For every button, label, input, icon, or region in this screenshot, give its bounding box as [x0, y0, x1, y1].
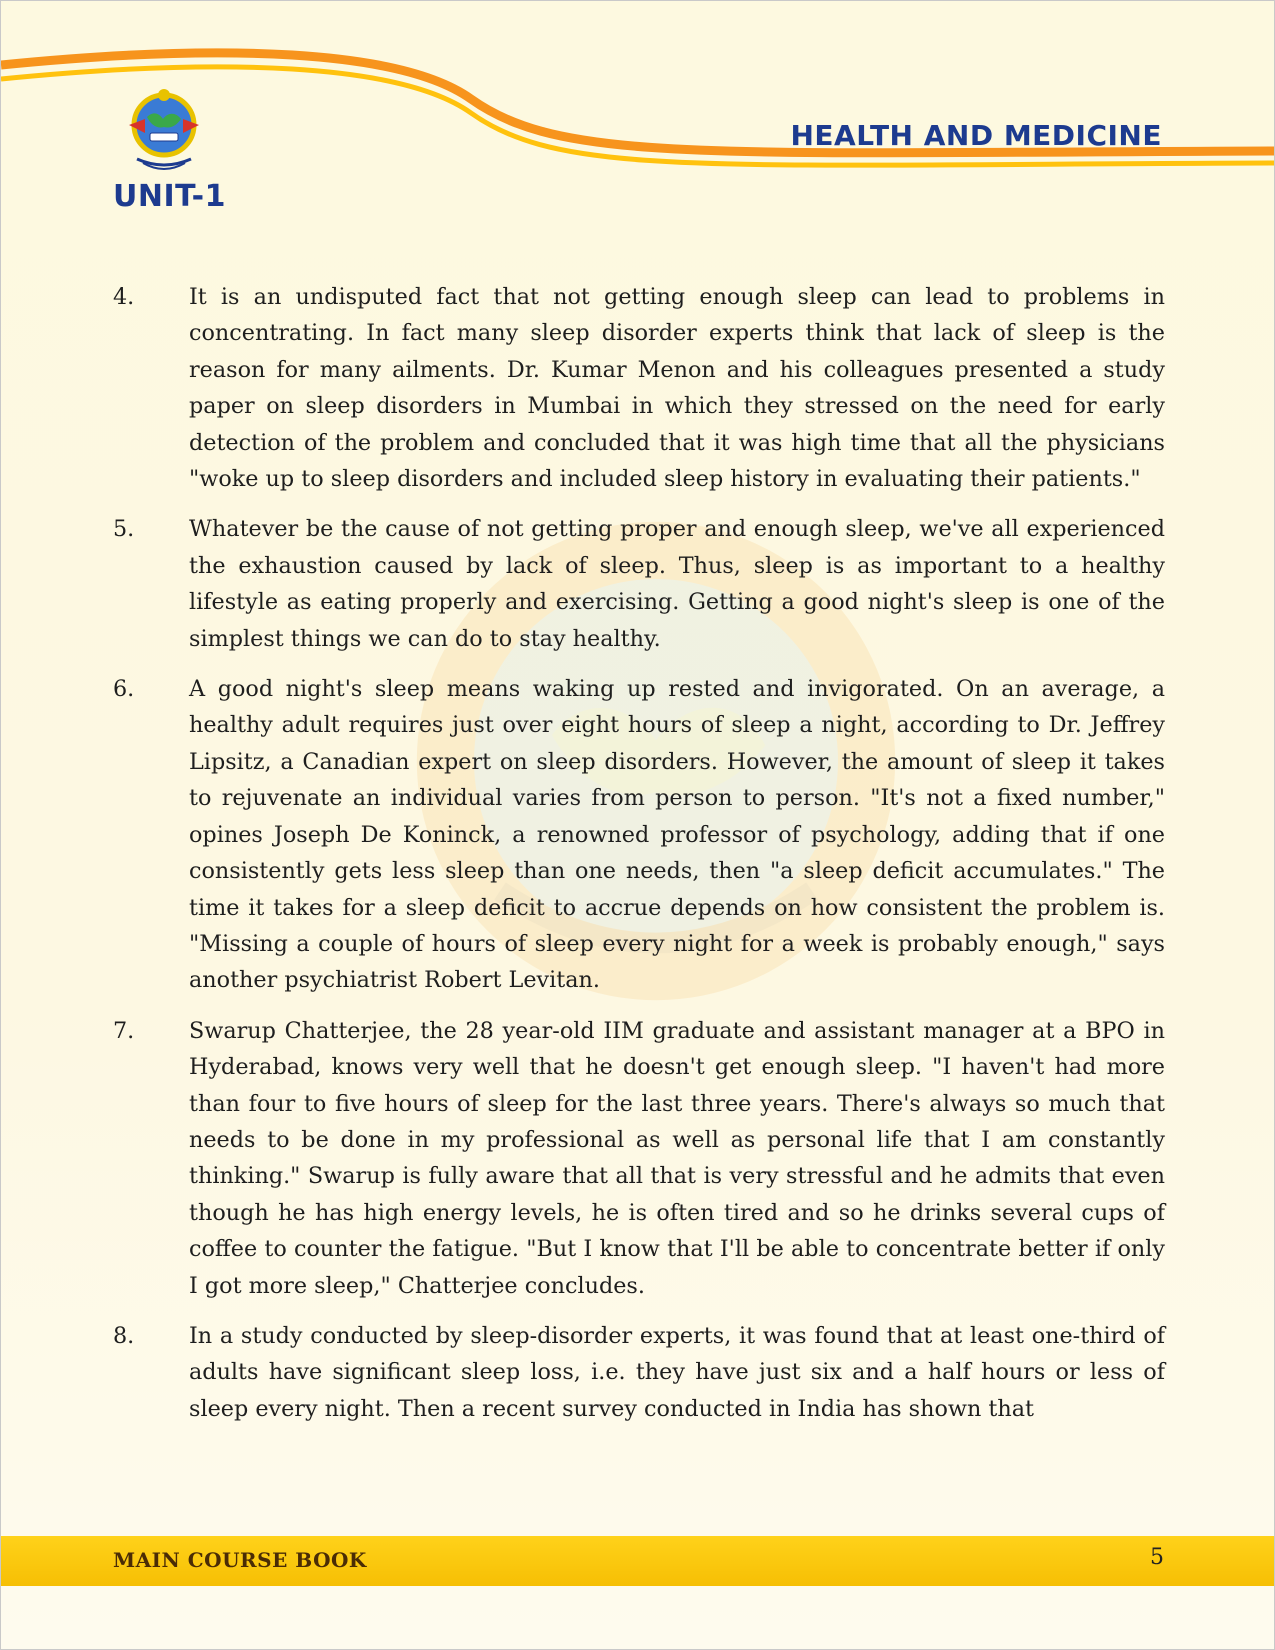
- numbered-paragraph: [113, 1013, 1165, 1304]
- paragraph-text: Whatever be the cause of not getting proper and enough sleep, we've all experienced the exhaustion caused by lack of sleep. Thus, sleep is as important to a healthy lifestyle as eating properly and exercising. Getting a good night's sleep is one of the simplest things we can do to stay healthy.: [189, 516, 1165, 652]
- paragraph-number: 4.: [113, 284, 135, 310]
- paragraph-text: A good night's sleep means waking up rested and invigorated. On an average, a healthy adult requires just over eight hours of sleep a night, according to Dr. Jeffrey Lipsitz, a Canadian expert on sleep disorders. However, the amount of sleep it takes to rejuvenate an individual varies from person to person. "It's not a fixed number," opines Joseph De Koninck, a renowned professor of psychology, adding that if one consistently gets less sleep than one needs, then "a sleep deficit accumulates." The time it takes for a sleep deficit to accrue depends on how consistent the problem is. "Missing a couple of hours of sleep every night for a week is probably enough," says another psychiatrist Robert Levitan.: [189, 676, 1165, 994]
- paragraph-number: 6.: [113, 676, 135, 703]
- school-emblem-icon: [119, 83, 209, 179]
- paragraph-text: Swarup Chatterjee, the 28 year-old IIM graduate and assistant manager at a BPO in Hyderabad, knows very well that he doesn't get enough sleep. "I haven't had more than four to five hours of sleep for the last three years. There's always so much that needs to be done in my professional as well as personal life that I am constantly thinking." Swarup is fully aware that all that is very stressful and he admits that even though he has high energy levels, he is often tired and so he drinks several cups of coffee to counter the fatigue. "But I know that I'll be able to concentrate better if only I got more sleep," Chatterjee concludes.: [189, 1017, 1165, 1299]
- paragraph-number: 7.: [113, 1017, 135, 1044]
- footer-band: [1, 1536, 1275, 1586]
- article-body: [113, 279, 1165, 1441]
- paragraph-text: In a study conducted by sleep-disorder experts, it was found that at least one-third of adults have significant sleep loss, i.e. they have just six and a half hours or less of sleep every night. Then a recent survey conducted in India has shown that: [189, 1322, 1165, 1422]
- paragraph-number: 5.: [113, 516, 135, 543]
- numbered-paragraph: [113, 671, 1165, 999]
- numbered-paragraph: [113, 279, 1165, 497]
- unit-title: UNIT-1: [113, 179, 227, 214]
- page-number: 5: [1150, 1545, 1164, 1570]
- paragraph-number: 8.: [113, 1322, 135, 1349]
- chapter-title: HEALTH AND MEDICINE: [790, 119, 1162, 152]
- book-title-footer: MAIN COURSE BOOK: [113, 1548, 367, 1572]
- paragraph-text: It is an undisputed fact that not getting enough sleep can lead to problems in concentrating. In fact many sleep disorder experts think that lack of sleep is the reason for many ailments. Dr. Kumar Menon and his colleagues presented a study paper on sleep disorders in Mumbai in which they stressed on the need for early detection of the problem and concluded that it was high time that all the physicians "woke up to sleep disorders and included sleep history in evaluating their patients.": [189, 284, 1165, 493]
- numbered-paragraph: [113, 1318, 1165, 1427]
- numbered-paragraph: [113, 511, 1165, 657]
